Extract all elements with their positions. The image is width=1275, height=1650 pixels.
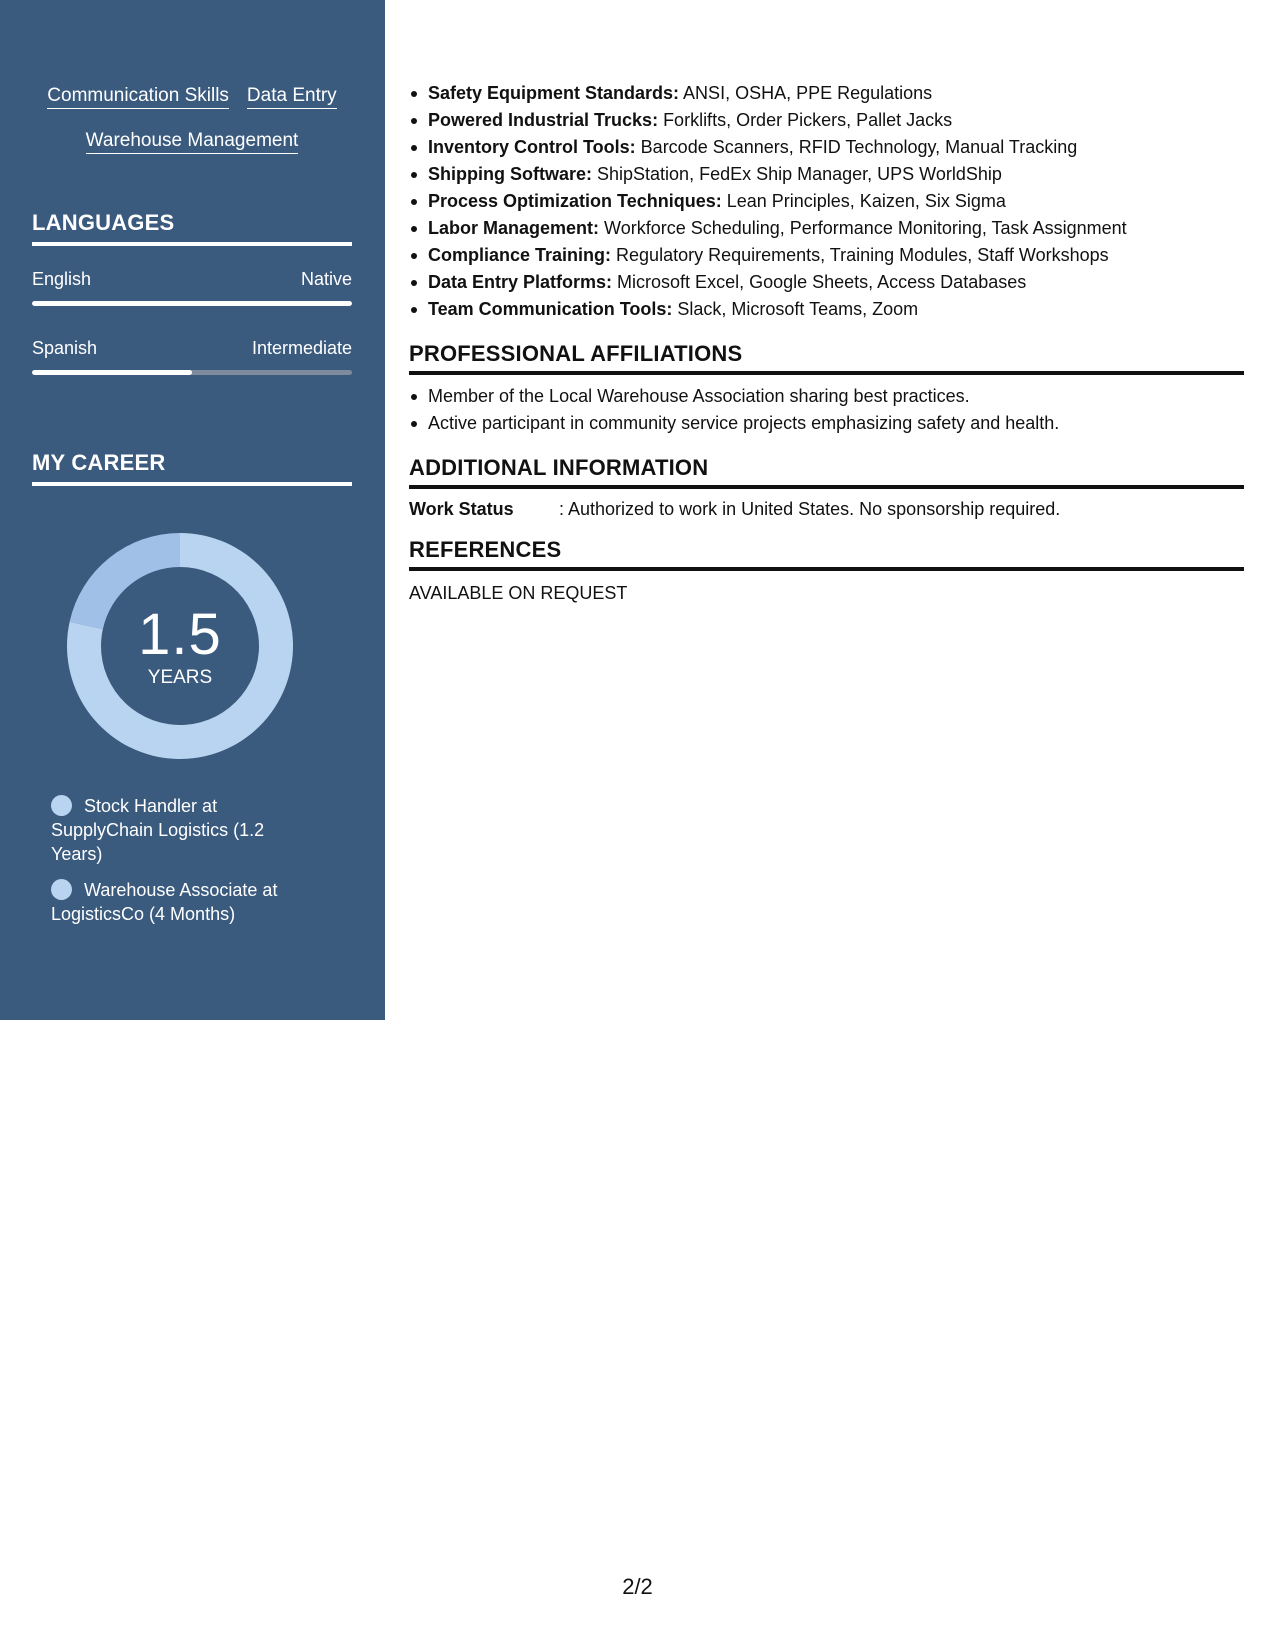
career-item-text: Stock Handler at SupplyChain Logistics (1.2 Years) — [51, 796, 265, 864]
skill-value: ANSI, OSHA, PPE Regulations — [679, 83, 933, 103]
skill-value: Workforce Scheduling, Performance Monitoring, Task Assignment — [599, 218, 1127, 238]
skill-item — [409, 161, 1244, 188]
skill-value: ShipStation, FedEx Ship Manager, UPS WorldShip — [592, 164, 1002, 184]
skill-label: Data Entry Platforms: — [428, 272, 613, 292]
skill-value: Forklifts, Order Pickers, Pallet Jacks — [658, 110, 953, 130]
page-number: 2/2 — [622, 1574, 653, 1599]
skill-label: Shipping Software: — [428, 164, 592, 184]
career-dot-icon — [51, 879, 72, 900]
career-item — [51, 878, 311, 926]
sidebar — [0, 0, 385, 1020]
career-list — [51, 794, 311, 938]
skill-label: Inventory Control Tools: — [428, 137, 636, 157]
career-donut-chart — [66, 532, 294, 760]
career-total-value: 1.5 — [138, 602, 222, 667]
language-level: Intermediate — [251, 338, 352, 358]
languages-heading: LANGUAGES — [32, 210, 352, 246]
skill-label: Safety Equipment Standards: — [428, 83, 680, 103]
skill-item — [409, 107, 1244, 134]
skill-tag-row — [32, 131, 352, 154]
language-level: Native — [300, 269, 352, 289]
skill-tags — [32, 86, 352, 176]
skill-value: Microsoft Excel, Google Sheets, Access Databases — [612, 272, 1027, 292]
skill-tag-row — [32, 86, 352, 109]
skill-value: Lean Principles, Kaizen, Six Sigma — [721, 191, 1006, 211]
work-status-row — [409, 497, 1244, 521]
skill-item — [409, 80, 1244, 107]
skill-value: Slack, Microsoft Teams, Zoom — [672, 299, 919, 319]
skill-item — [409, 242, 1244, 269]
language-proficiency-bar — [32, 370, 352, 375]
skill-item — [409, 269, 1244, 296]
language-name: Spanish — [32, 338, 98, 358]
skill-item — [409, 215, 1244, 242]
work-status-label: Work Status — [409, 499, 514, 519]
language-spanish — [32, 339, 352, 375]
technical-skills-list — [409, 80, 1244, 323]
additional-info-heading: ADDITIONAL INFORMATION — [409, 455, 1244, 489]
affiliations-heading: PROFESSIONAL AFFILIATIONS — [409, 341, 1244, 375]
skill-tag-warehouse-management: Warehouse Management — [86, 131, 299, 154]
affiliation-item: Active participant in community service projects emphasizing safety and health. — [409, 410, 1244, 437]
skill-label: Labor Management: — [428, 218, 600, 238]
language-row — [32, 270, 352, 288]
skill-tag-communication: Communication Skills — [47, 86, 229, 109]
language-english — [32, 270, 352, 306]
affiliations-list — [409, 383, 1244, 437]
references-text: AVAILABLE ON REQUEST — [409, 583, 628, 603]
language-name: English — [32, 269, 92, 289]
skill-item — [409, 296, 1244, 323]
skill-value: Regulatory Requirements, Training Modules, Staff Workshops — [611, 245, 1109, 265]
affiliation-item: Member of the Local Warehouse Association sharing best practices. — [409, 383, 1244, 410]
skill-tag-data-entry: Data Entry — [247, 86, 337, 109]
career-item-text: Warehouse Associate at LogisticsCo (4 Months) — [51, 880, 278, 924]
career-heading: MY CAREER — [32, 450, 352, 486]
skill-item — [409, 134, 1244, 161]
skill-label: Process Optimization Techniques: — [428, 191, 722, 211]
skill-label: Powered Industrial Trucks: — [428, 110, 659, 130]
career-item — [51, 794, 311, 866]
skill-value: Barcode Scanners, RFID Technology, Manual Tracking — [635, 137, 1078, 157]
language-proficiency-bar — [32, 301, 352, 306]
career-dot-icon — [51, 795, 72, 816]
language-row — [32, 339, 352, 357]
skill-label: Team Communication Tools: — [428, 299, 673, 319]
main-content — [409, 80, 1244, 605]
language-proficiency-fill — [32, 370, 192, 375]
career-total-unit: YEARS — [147, 667, 213, 688]
skill-item — [409, 188, 1244, 215]
work-status-value: : Authorized to work in United States. No sponsorship required. — [559, 499, 1061, 519]
language-proficiency-fill — [32, 301, 352, 306]
skill-label: Compliance Training: — [428, 245, 612, 265]
references-heading: REFERENCES — [409, 537, 1244, 571]
